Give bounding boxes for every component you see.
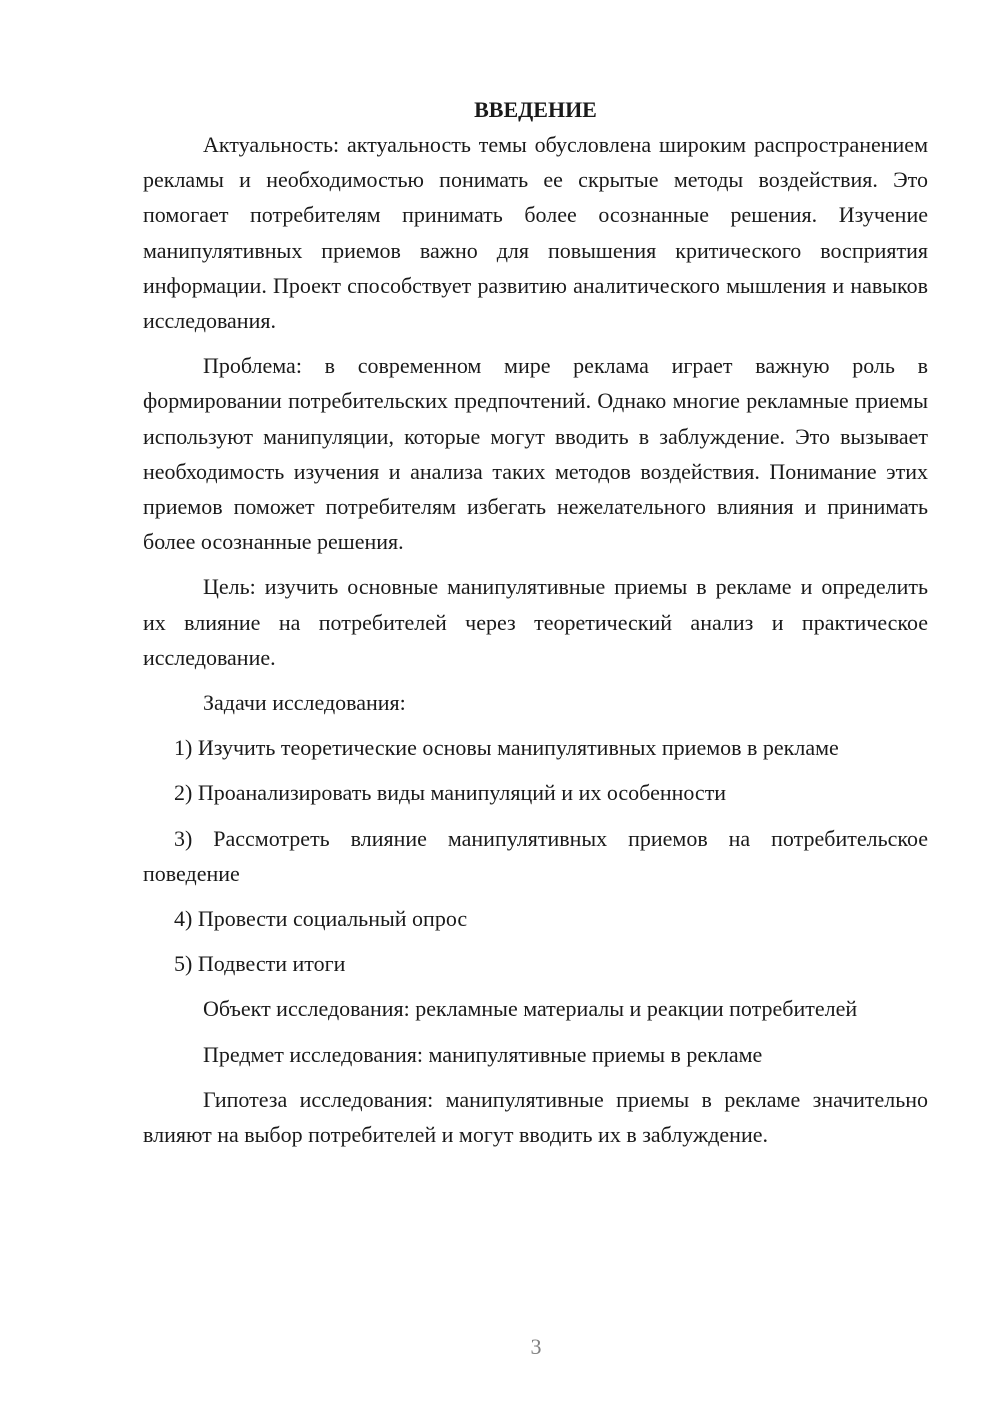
problem-paragraph: Проблема: в современном мире реклама играет важную роль в формировании потребительских предпочтений. Однако многие рекламные приемы используют манипуляции, которые могут вводить в заблуждение. Это вызывает необходимость изучения и анализа таких методов воздействия. Понимание этих приемов поможет потребителям избегать нежелательного влияния и принимать более осознанные решения. [143, 353, 928, 555]
task-item-4: 4) Провести социальный опрос [174, 906, 468, 932]
page-number: 3 [530, 1334, 542, 1359]
goal-paragraph: Цель: изучить основные манипулятивные приемы в рекламе и определить их влияние на потребителей через теоретический анализ и практическое исследование. [143, 574, 928, 670]
relevance-paragraph: Актуальность: актуальность темы обусловлена широким распространением рекламы и необходимостью понимать ее скрытые методы воздействия. Это помогает потребителям принимать более осознанные решения. Изучение манипулятивных приемов важно для повышения критического восприятия информации. Проект способствует развитию аналитического мышления и навыков исследования. [143, 132, 928, 334]
task-item-3: 3) Рассмотреть влияние манипулятивных приемов на потребительское поведение [143, 825, 928, 886]
page-title: ВВЕДЕНИЕ [474, 97, 597, 122]
object-paragraph: Объект исследования: рекламные материалы и реакции потребителей [203, 996, 858, 1022]
task-item-2: 2) Проанализировать виды манипуляций и их особенности [174, 780, 727, 806]
document-page [143, 92, 928, 1162]
hypothesis-paragraph: Гипотеза исследования: манипулятивные приемы в рекламе значительно влияют на выбор потребителей и могут вводить их в заблуждение. [143, 1086, 928, 1148]
task-item-1: 1) Изучить теоретические основы манипулятивных приемов в рекламе [174, 735, 839, 761]
subject-paragraph: Предмет исследования: манипулятивные приемы в рекламе [203, 1041, 763, 1067]
tasks-heading: Задачи исследования: [203, 690, 406, 716]
task-item-5: 5) Подвести итоги [174, 951, 346, 977]
